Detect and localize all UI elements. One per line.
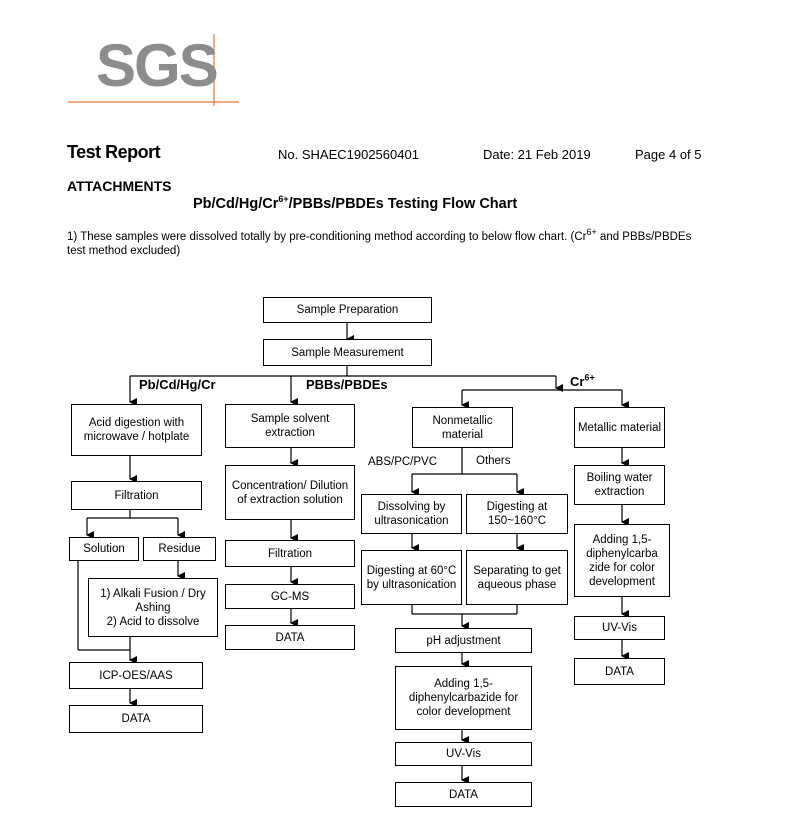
ph-adjustment-box: pH adjustment <box>395 628 532 653</box>
chart-title: $Pb/Cd/Hg/Cr^{6+}/PBBs$/PBDEs Testing Flow Chart <box>193 194 518 212</box>
branch-label-metals: Pb/Cd/Hg/Cr <box>139 377 216 392</box>
filtration-box-middle: Filtration <box>225 540 355 567</box>
others-label: Others <box>476 455 511 467</box>
boiling-water-box: Boiling water extraction <box>574 465 665 505</box>
branch-label-pbb: PBBs/PBDEs <box>306 377 388 392</box>
section-title: ATTACHMENTS <box>67 178 172 194</box>
acid-digestion-box: Acid digestion with microwave / hotplate <box>71 404 202 456</box>
report-title: Test Report <box>67 142 161 162</box>
sgs-logo-text: SGS <box>96 32 217 99</box>
digesting-60-box: Digesting at 60°C by ultrasonication <box>361 550 462 605</box>
uv-vis-box-right: UV-Vis <box>574 616 665 640</box>
page-number: Page 4 of 5 <box>635 147 702 162</box>
concentration-box: Concentration/ Dilution of extraction solution <box>225 465 355 520</box>
nonmetallic-material-box: Nonmetallic material <box>412 407 513 448</box>
adding-diphenylcarbazide-box-right: Adding 1,5-diphenylcarba zide for color development <box>574 524 670 597</box>
digesting-150-box: Digesting at 150~160°C <box>466 494 568 534</box>
metallic-material-box: Metallic material <box>574 407 665 448</box>
report-number: No. SHAEC1902560401 <box>278 147 419 162</box>
filtration-box-left: Filtration <box>71 481 202 510</box>
data-box-middle: DATA <box>225 625 355 650</box>
data-box-right: DATA <box>574 658 665 685</box>
note-text: 1) These samples were dissolved totally by pre-conditioning method according to below flow chart. ($Cr^{6+}$ and PBBs/PBDEs test method excluded) <box>67 227 692 257</box>
sample-measurement-box: Sample Measurement <box>263 339 432 366</box>
gc-ms-box: GC-MS <box>225 584 355 609</box>
sample-preparation-box: Sample Preparation <box>263 297 432 323</box>
data-box-center: DATA <box>395 782 532 807</box>
icp-oes-aas-box: ICP-OES/AAS <box>69 662 203 689</box>
report-date: Date: 21 Feb 2019 <box>483 147 591 162</box>
alkali-fusion-box <box>88 578 218 637</box>
branch-label-cr6: $Cr^{6+}$ <box>570 372 595 389</box>
uv-vis-box-center: UV-Vis <box>395 742 532 766</box>
alkali-fusion-step-1: 1) Alkali Fusion / Dry Ashing <box>100 587 206 614</box>
data-box-left: DATA <box>69 705 203 733</box>
dissolving-ultrasonication-box: Dissolving by ultrasonication <box>361 494 462 534</box>
separating-aqueous-box: Separating to get aqueous phase <box>466 550 568 605</box>
solution-box: Solution <box>69 537 139 561</box>
solvent-extraction-box: Sample solvent extraction <box>225 404 355 448</box>
residue-box: Residue <box>143 537 216 561</box>
alkali-fusion-step-2: 2) Acid to dissolve <box>106 615 200 628</box>
abs-pc-pvc-label: ABS/PC/PVC <box>368 456 438 468</box>
adding-diphenylcarbazide-box: Adding 1,5-diphenylcarbazide for color development <box>395 666 532 730</box>
